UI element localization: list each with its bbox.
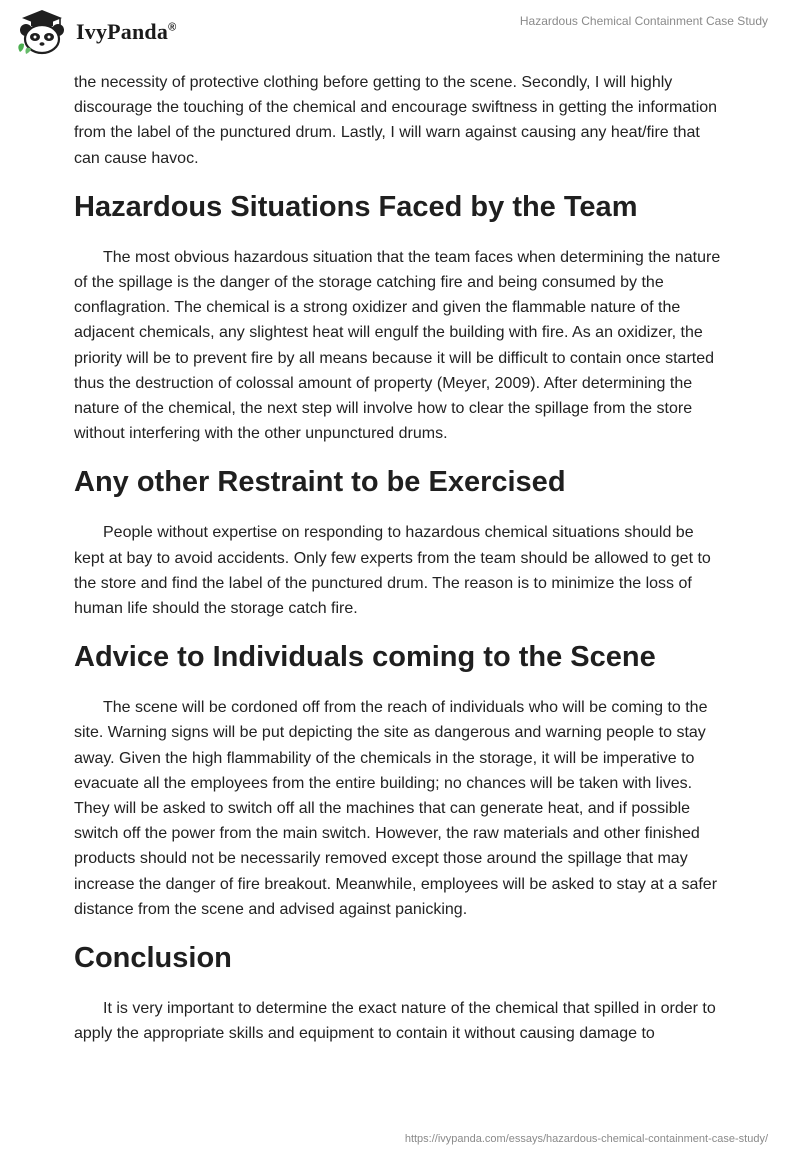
page-header (0, 0, 800, 70)
section-paragraph: The most obvious hazardous situation that the team faces when determining the nature of the spillage is the danger of the storage catching fire and being consumed by the conflagration. The chemical is a strong oxidizer and given the flammable nature of the adjacent chemicals, any slightest heat will engulf the building with fire. As an oxidizer, the priority will be to prevent fire by all means because it will be difficult to contain once started thus the destruction of colossal amount of property (Meyer, 2009). After determining the nature of the chemical, the next step will involve how to clear the spillage from the store without interfering with the other unpunctured drums. (74, 248, 721, 443)
section-heading: Advice to Individuals coming to the Scene (74, 641, 656, 674)
intro-paragraph: the necessity of protective clothing before getting to the scene. Secondly, I will highly discourage the touching of the chemical and encourage swiftness in getting the information from the label of the punctured drum. Lastly, I will warn against causing any heat/fire that can cause havoc. (74, 74, 718, 167)
brand-name: IvyPanda® (76, 19, 177, 44)
section-paragraph: The scene will be cordoned off from the reach of individuals who will be coming to the site. Warning signs will be put depicting the site as dangerous and warning people to stay away. Given the high flammability of the chemicals in the storage, it will be imperative to evacuate all the employees from the entire building; no chances will be taken with lives. They will be asked to switch off all the machines that can generate heat, and if possible switch off the power from the main switch. However, the raw materials and other finished products should not be necessarily removed except those around the spillage that may increase the danger of fire breakout. Meanwhile, employees will be asked to stay at a safer distance from the scene and advised against panicking. (74, 699, 718, 918)
brand-logo[interactable] (14, 8, 176, 56)
section-heading: Conclusion (74, 942, 232, 975)
source-url[interactable]: https://ivypanda.com/essays/hazardous-chemical-containment-case-study/ (404, 1133, 768, 1145)
section-heading: Any other Restraint to be Exercised (74, 466, 566, 499)
section-paragraph: People without expertise on responding to hazardous chemical situations should be kept at bay to avoid accidents. Only few experts from the team should be allowed to get to the store and find the label of the punctured drum. The reason is to minimize the loss of human life should the storage catch fire. (74, 524, 711, 618)
essay-content (74, 70, 724, 1046)
registered-mark: ® (168, 21, 177, 34)
document-title: Hazardous Chemical Containment Case Study (519, 14, 768, 28)
section-heading: Hazardous Situations Faced by the Team (74, 190, 638, 223)
section-paragraph: It is very important to determine the exact nature of the chemical that spilled in order to apply the appropriate skills and equipment to contain it without causing damage to (74, 1000, 716, 1043)
panda-icon (14, 8, 70, 56)
